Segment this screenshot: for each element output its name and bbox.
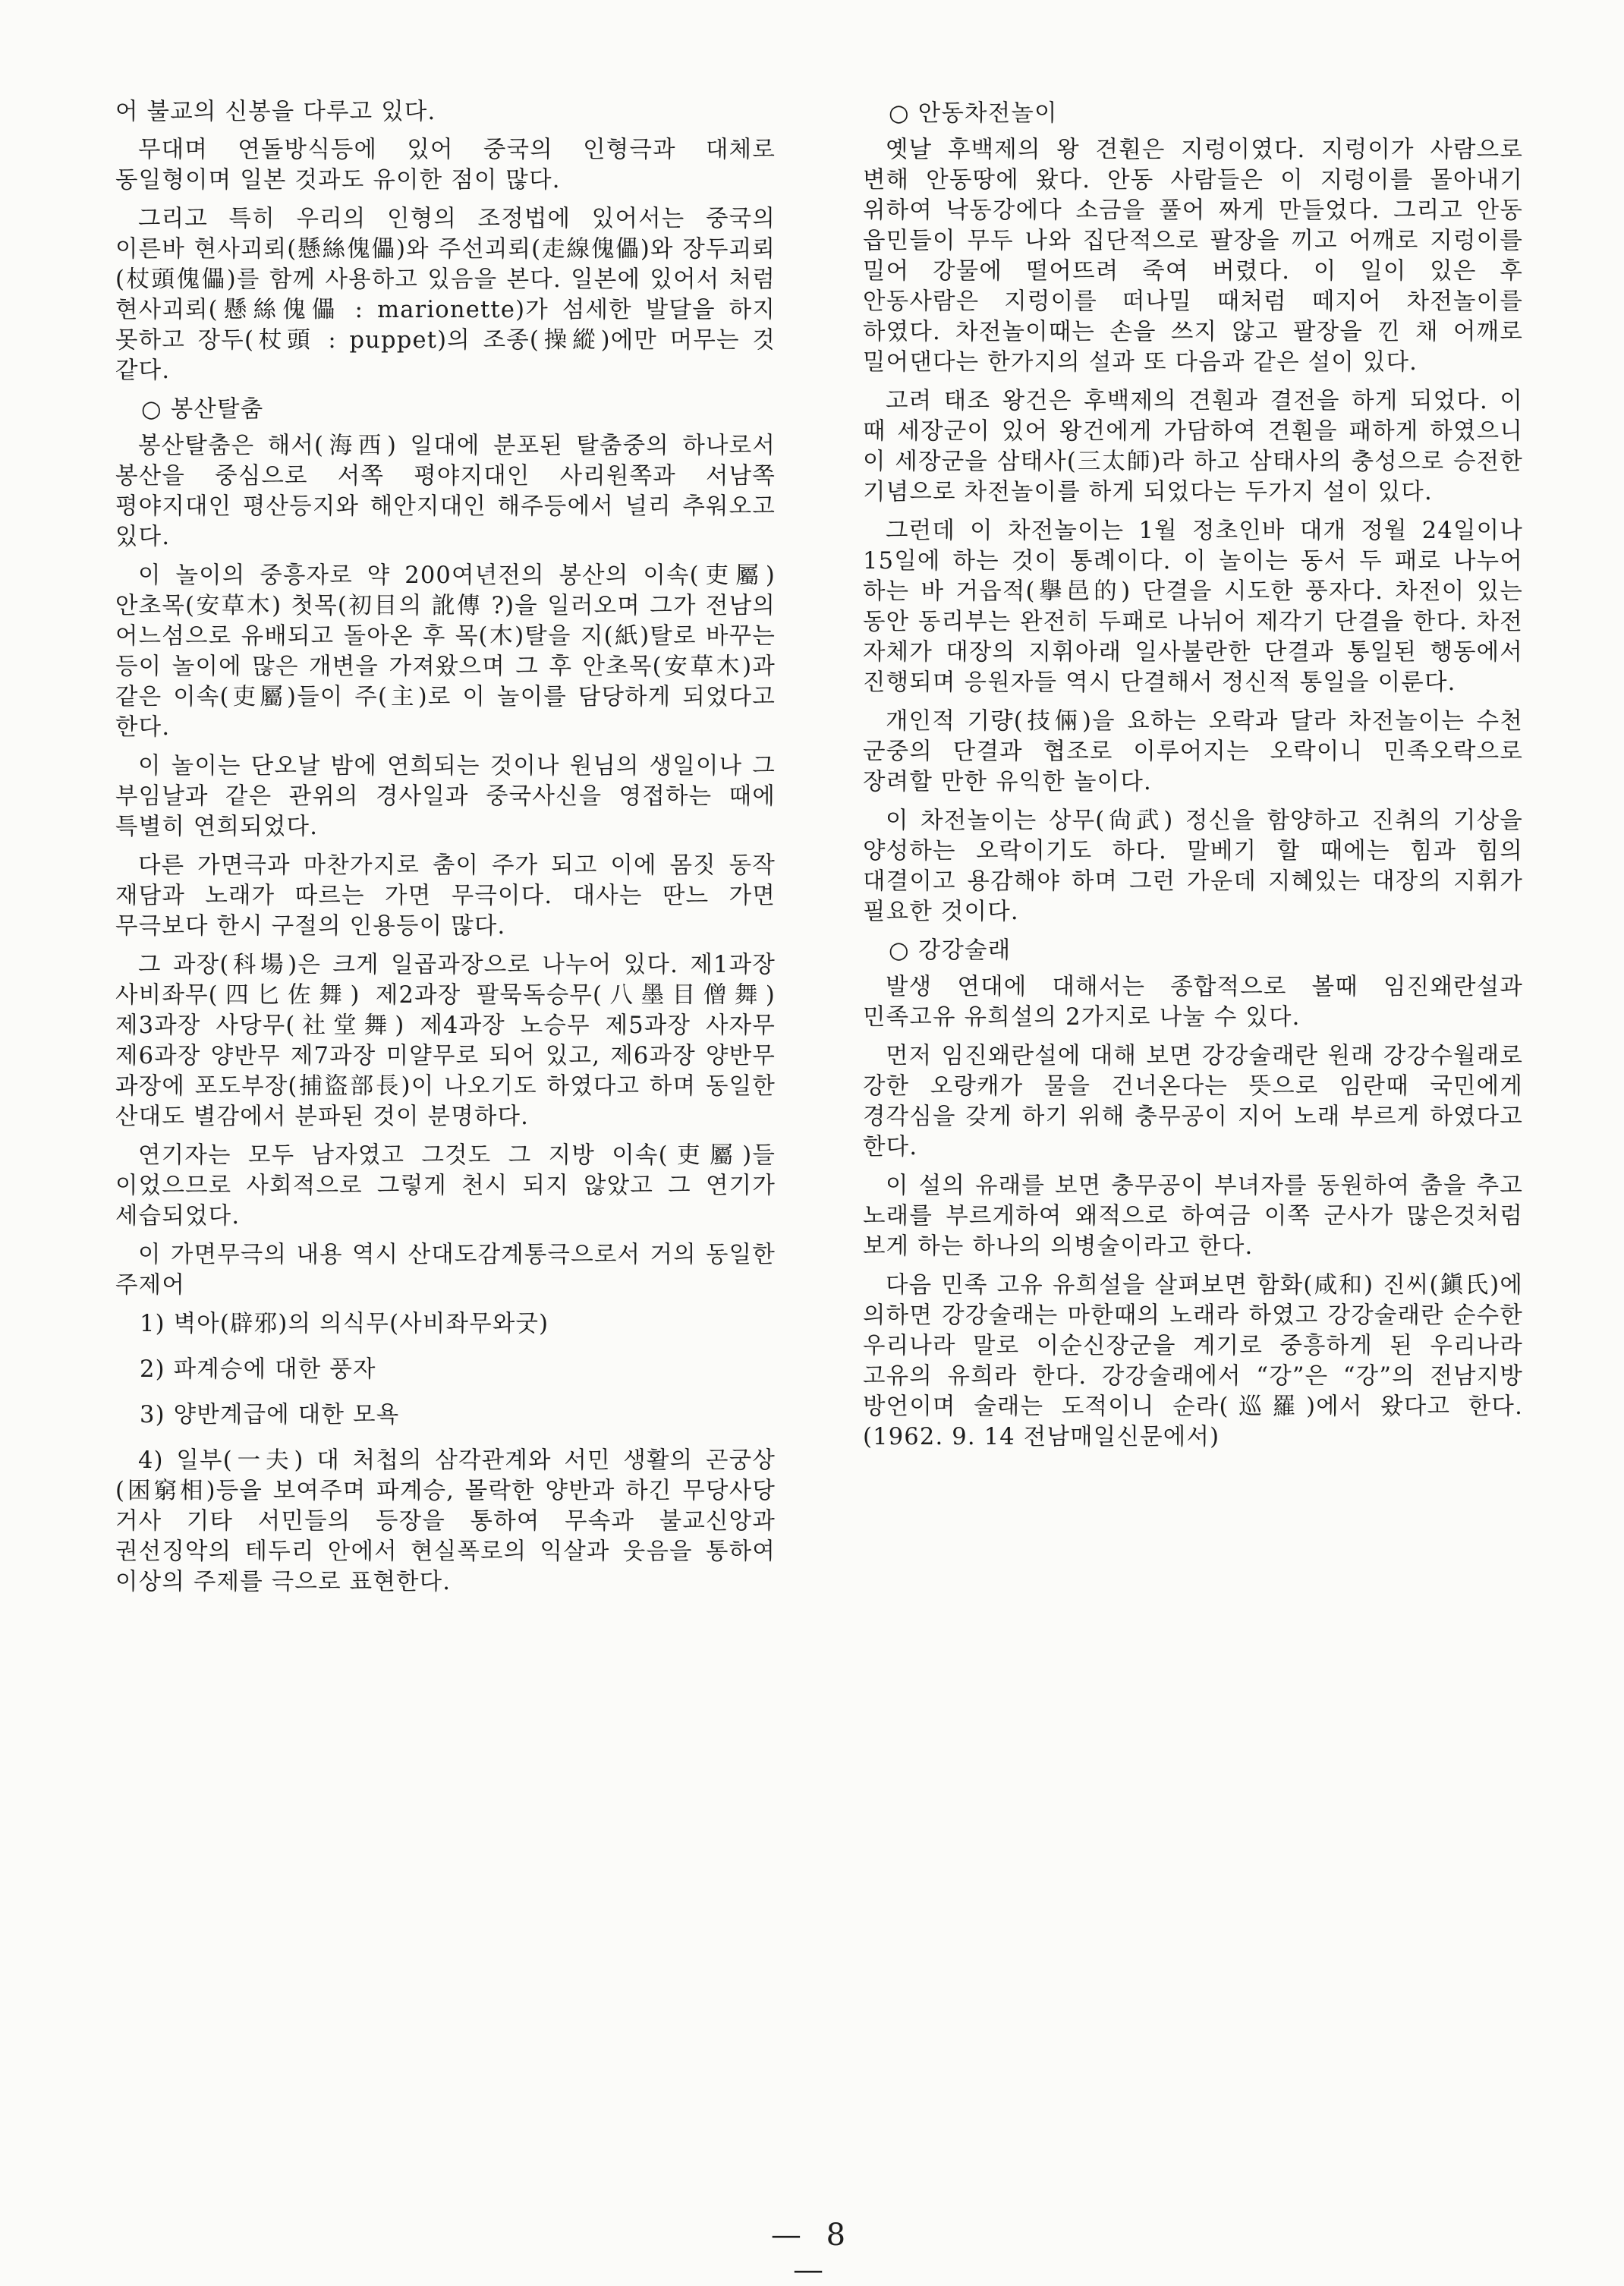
list-item: 1) 벽아(辟邪)의 의식무(사비좌무와굿) — [140, 1311, 549, 1337]
paragraph: 다음 민족 고유 유희설을 살펴보면 함화(咸和) 진씨(鎭氏)에 의하면 강강술래는 마한때의 노래라 하였고 강강술래란 순수한 우리나라 말로 이순신장군을 계기로 중흥하게 된 우리나라 고유의 유희라 한다. 강강술래에서 “강”은 “강”의 전남지방 방언이며 술래는 도적이니 순라(巡羅)에서 왔다고 한다. (1962. 9. 14 전남매일신문에서) — [863, 1272, 1523, 1450]
paragraph: 어 불교의 신봉을 다루고 있다. — [115, 99, 436, 125]
section-heading: ○ 강강술래 — [889, 937, 1012, 964]
paragraph: 그리고 특히 우리의 인형의 조정법에 있어서는 중국의 이른바 현사괴뢰(懸絲傀儡)와 주선괴뢰(走線傀儡)와 장두괴뢰(杖頭傀儡)를 함께 사용하고 있음을 본다. 일본에 있어서 처럼 현사괴뢰(懸絲傀儡 : marionette)가 섬세한 발달을 하지 못하고 장두(杖頭 : puppet)의 조종(操縱)에만 머무는 것 같다. — [115, 206, 776, 384]
section-heading: ○ 봉산탈춤 — [141, 396, 264, 423]
section-heading: ○ 안동차전놀이 — [889, 100, 1058, 127]
paragraph: 이 설의 유래를 보면 충무공이 부녀자를 동원하여 춤을 추고 노래를 부르게하여 왜적으로 하여금 이쪽 군사가 많은것처럼 보게 하는 하나의 의병술이라고 한다. — [863, 1173, 1523, 1260]
right-text-column — [863, 97, 1523, 1461]
paragraph: 이 가면무극의 내용 역시 산대도감계통극으로서 거의 동일한 주제어 — [115, 1242, 776, 1299]
paragraph: 4) 일부(一夫) 대 처첩의 삼각관계와 서민 생활의 곤궁상(困窮相)등을 보여주며 파계승, 몰락한 양반과 하긴 무당사당 거사 기타 서민들의 등장을 통하여 무속과 불교신앙과 권선징악의 테두리 안에서 현실폭로의 익살과 웃음을 통하여 이상의 주제를 극으로 표현한다. — [115, 1447, 776, 1595]
paragraph: 봉산탈춤은 해서(海西) 일대에 분포된 탈춤중의 하나로서 봉산을 중심으로 서쪽 평야지대인 사리원쪽과 서남쪽 평야지대인 평산등지와 해안지대인 해주등에서 널리 추워오고 있다. — [115, 433, 776, 550]
paragraph: 발생 연대에 대해서는 종합적으로 볼때 임진왜란설과 민족고유 유희설의 2가지로 나눌 수 있다. — [863, 974, 1523, 1031]
paragraph: 이 놀이는 단오날 밤에 연희되는 것이나 원님의 생일이나 그 부임날과 같은 관위의 경사일과 중국사신을 영접하는 때에 특별히 연희되었다. — [115, 753, 776, 840]
page-number: — 8 — — [770, 2218, 854, 2286]
paragraph: 고려 태조 왕건은 후백제의 견훤과 결전을 하게 되었다. 이 때 세장군이 있어 왕건에게 가담하여 견훤을 패하게 하였으니 이 세장군을 삼태사(三太師)라 하고 삼태사의 충성으로 승전한 기념으로 차전놀이를 하게 되었다는 두가지 설이 있다. — [863, 388, 1523, 505]
paragraph: 다른 가면극과 마찬가지로 춤이 주가 되고 이에 몸짓 동작 재담과 노래가 따르는 가면 무극이다. 대사는 딴느 가면 무극보다 한시 구절의 인용등이 많다. — [115, 852, 776, 940]
paragraph: 무대며 연돌방식등에 있어 중국의 인형극과 대체로 동일형이며 일본 것과도 유이한 점이 많다. — [115, 137, 776, 194]
list-item: 3) 양반계급에 대한 모욕 — [140, 1402, 400, 1428]
paragraph: 그 과장(科場)은 크게 일곱과장으로 나누어 있다. 제1과장 사비좌무(四匕佐舞) 제2과장 팔묵독승무(八墨目僧舞) 제3과장 사당무(社堂舞) 제4과장 노승무 제5과장 사자무 제6과장 양반무 제7과장 미얄무로 되어 있고, 제6과장 양반무 과장에 포도부장(捕盜部長)이 나오기도 하였다고 하며 동일한 산대도 별감에서 분파된 것이 분명하다. — [115, 952, 776, 1130]
paragraph: 연기자는 모두 남자였고 그것도 그 지방 이속(吏屬)들 이었으므로 사회적으로 그렇게 천시 되지 않았고 그 연기가 세습되었다. — [115, 1142, 776, 1230]
paragraph: 개인적 기량(技倆)을 요하는 오락과 달라 차전놀이는 수천 군중의 단결과 협조로 이루어지는 오락이니 민족오락으로 장려할 만한 유익한 놀이다. — [863, 708, 1523, 795]
paragraph: 먼저 임진왜란설에 대해 보면 강강술래란 원래 강강수월래로 강한 오랑캐가 물을 건너온다는 뜻으로 임란때 국민에게 경각심을 갖게 하기 위해 충무공이 지어 노래 부르게 하였다고 한다. — [863, 1043, 1523, 1160]
paragraph: 이 놀이의 중흥자로 약 200여년전의 봉산의 이속(吏屬) 안초목(安草木) 첫목(初目의 訛傳 ?)을 일러오며 그가 전남의 어느섬으로 유배되고 돌아온 후 목(木)탈을 지(紙)탈로 바꾸는 등이 놀이에 많은 개변을 가져왔으며 그 후 안초목(安草木)과 같은 이속(吏屬)들이 주(主)로 이 놀이를 담당하게 되었다고 한다. — [115, 562, 776, 741]
list-item: 2) 파계승에 대한 풍자 — [140, 1356, 376, 1383]
paragraph: 이 차전놀이는 상무(尙武) 정신을 함양하고 진취의 기상을 양성하는 오락이기도 하다. 말베기 할 때에는 힘과 힘의 대결이고 용감해야 하며 그런 가운데 지혜있는 대장의 지휘가 필요한 것이다. — [863, 808, 1523, 925]
paragraph: 옛날 후백제의 왕 견훤은 지렁이였다. 지렁이가 사람으로 변해 안동땅에 왔다. 안동 사람들은 이 지렁이를 몰아내기 위하여 낙동강에다 소금을 풀어 짜게 만들었다. 그리고 안동 읍민들이 무두 나와 집단적으로 팔장을 끼고 어깨로 지렁이를 밀어 강물에 떨어뜨려 죽여 버렸다. 이 일이 있은 후 안동사람은 지렁이를 떠나밀 때처럼 떼지어 차전놀이를 하였다. 차전놀이때는 손을 쓰지 않고 팔장을 낀 채 어깨로 밀어댄다는 한가지의 설과 또 다음과 같은 설이 있다. — [863, 137, 1523, 376]
paragraph: 그런데 이 차전놀이는 1월 정초인바 대개 정월 24일이나 15일에 하는 것이 통례이다. 이 놀이는 동서 두 패로 나누어 하는 바 거읍적(擧邑的) 단결을 시도한 풍자다. 차전이 있는 동안 동리부는 완전히 두패로 나뉘어 제각기 단결을 한다. 차전 자체가 대장의 지휘아래 일사불란한 단결과 통일된 행동에서 진행되며 응원자들 역시 단결해서 정신적 통일을 이룬다. — [863, 518, 1523, 696]
left-text-column — [115, 97, 776, 1606]
